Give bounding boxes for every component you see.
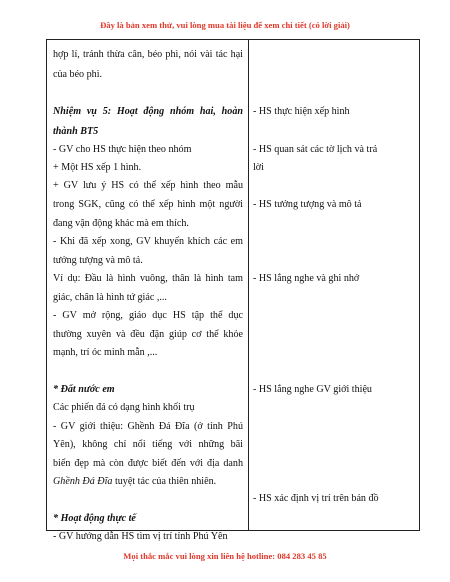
teacher-line: + GV lưu ý HS có thể xếp hình theo mẫu: [53, 180, 243, 191]
teacher-line: - Khi đã xếp xong, GV khuyến khích các em: [53, 236, 243, 247]
teacher-line: trong SGK, cũng có thể xếp hình một người: [53, 199, 243, 210]
hotline-banner: Mọi thắc mắc vui lòng xin liên hệ hotline: 084 283 45 85: [123, 551, 327, 561]
student-line: lời: [253, 162, 264, 173]
teacher-line: mạnh, trí óc minh mẫn ,...: [53, 347, 158, 358]
column-divider: [248, 40, 249, 530]
task-heading: thành BT5: [53, 126, 99, 137]
teacher-line: - GV hướng dẫn HS tìm vị trí tỉnh Phú Yên: [53, 531, 228, 542]
teacher-line: - GV cho HS thực hiện theo nhóm: [53, 144, 192, 155]
teacher-line: giác, chân là hình tứ giác ,...: [53, 292, 167, 303]
student-line: - HS quan sát các tờ lịch và trả: [253, 144, 378, 155]
teacher-line: thường xuyên và đều đặn giúp cơ thể khỏe: [53, 329, 243, 340]
teacher-line: biển đẹp mà còn được biết đến với địa danh: [53, 458, 243, 469]
student-line: - HS xác định vị trí trên bản đồ: [253, 493, 379, 504]
place-name-rest: tuyệt tác của thiên nhiên.: [112, 476, 217, 487]
student-line: - HS lắng nghe GV giới thiệu: [253, 384, 372, 395]
teacher-line: Các phiến đá có dạng hình khối trụ: [53, 402, 195, 413]
teacher-line: + Một HS xếp 1 hình.: [53, 162, 142, 173]
teacher-line: tưởng tượng và mô tả.: [53, 255, 143, 266]
task-heading: Nhiệm vụ 5: Hoạt động nhóm hai, hoàn: [53, 106, 243, 117]
student-line: - HS tưởng tượng và mô tả: [253, 199, 362, 210]
student-line: - HS thực hiện xếp hình: [253, 106, 350, 117]
section-heading: * Hoạt động thực tế: [53, 513, 136, 524]
teacher-line: Yên), không chỉ nổi tiếng với những bãi: [53, 439, 243, 450]
lesson-table: [46, 39, 420, 542]
teacher-line: đang vận động khác mà em thích.: [53, 218, 189, 229]
teacher-line: hợp lí, tránh thừa cân, béo phì, nói vài tác hại: [53, 49, 243, 60]
teacher-line: - GV giới thiệu: Ghềnh Đá Đĩa (ở tỉnh Phú: [53, 421, 243, 432]
place-name: Ghềnh Đá Đĩa: [53, 476, 113, 487]
teacher-line: [53, 475, 216, 488]
student-line: - HS lắng nghe và ghi nhớ: [253, 273, 360, 284]
section-heading: * Đất nước em: [53, 384, 115, 395]
teacher-line: của béo phì.: [53, 69, 103, 80]
preview-notice-banner: Đây là bản xem thử, vui lòng mua tài liệu để xem chi tiết (có lời giải): [100, 20, 350, 30]
teacher-line: - GV mở rộng, giáo dục HS tập thể dục: [53, 310, 243, 321]
teacher-line: Ví dụ: Đầu là hình vuông, thân là hình tam: [53, 273, 243, 284]
